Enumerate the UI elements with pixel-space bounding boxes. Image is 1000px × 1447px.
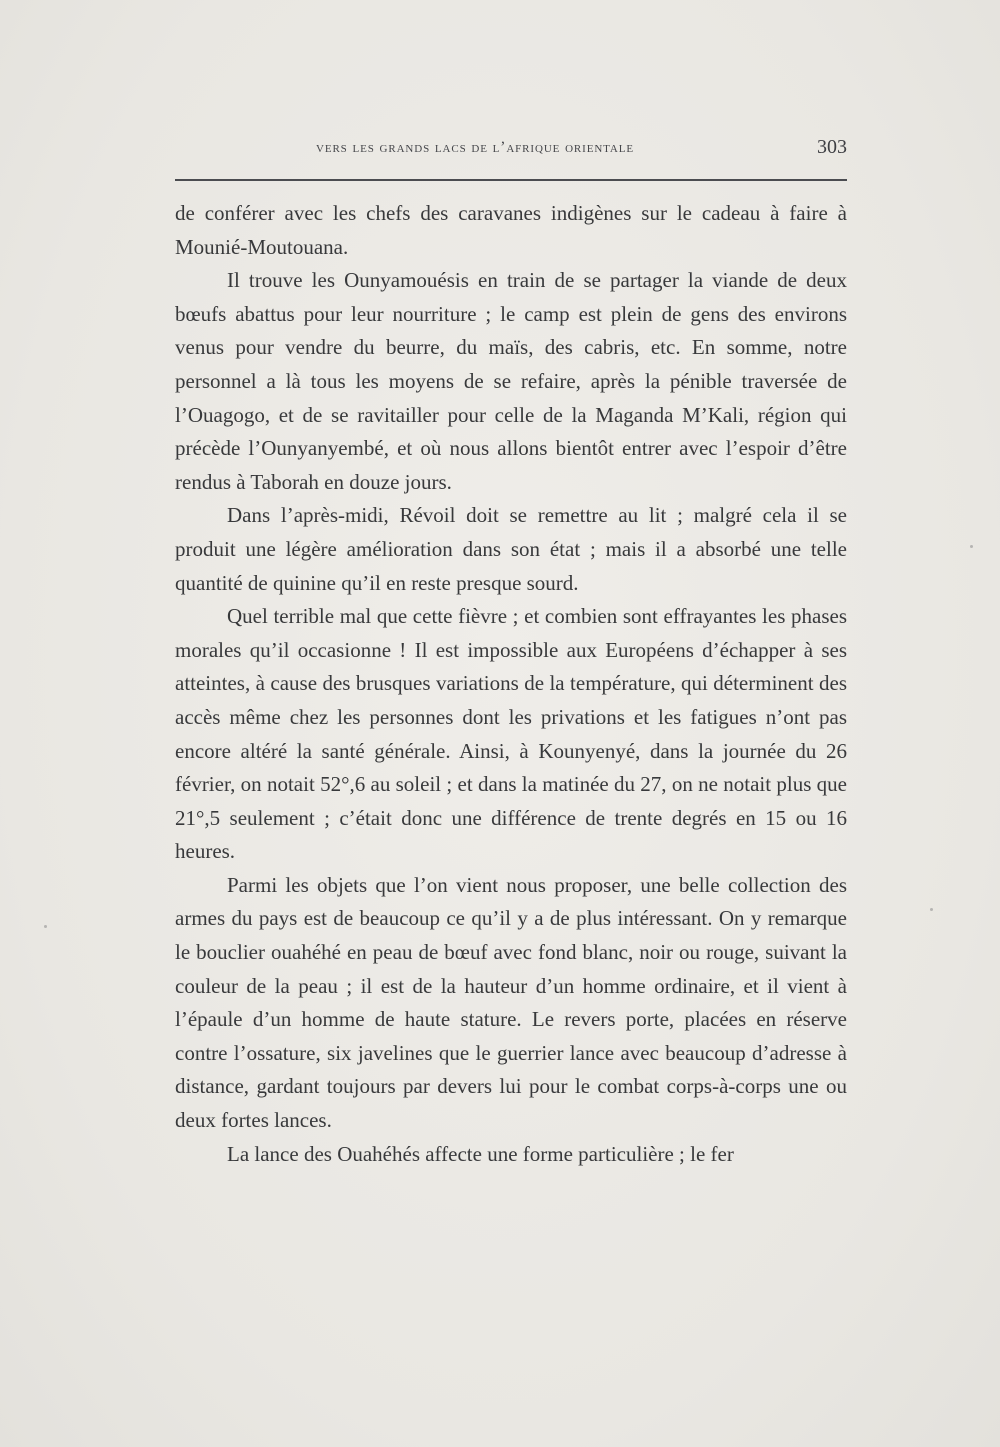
paper-speck bbox=[930, 908, 933, 911]
paper-speck bbox=[44, 925, 47, 928]
paper-speck bbox=[970, 545, 973, 548]
paragraph-2: Il trouve les Ounyamouésis en train de se partager la viande de deux bœufs abattus pour leur nourriture ; le camp est plein de gens des environs venus pour vendre du beurre, du maïs, des cabris, etc. En somme, notre personnel a là tous les moyens de se refaire, après la pénible traversée de l’Ouagogo, et de se ravitailler pour celle de la Maganda M’Kali, région qui précède l’Ounyanyembé, et où nous allons bientôt entrer avec l’espoir d’être rendus à Taborah en douze jours. bbox=[175, 268, 847, 494]
paragraph-3: Dans l’après-midi, Révoil doit se remettre au lit ; malgré cela il se produit une légère amélioration dans son état ; mais il a absorbé une telle quantité de quinine qu’il en reste presque sourd. bbox=[175, 503, 847, 595]
header-rule bbox=[175, 179, 847, 181]
paragraph-6: La lance des Ouahéhés affecte une forme particulière ; le fer bbox=[227, 1141, 734, 1166]
running-title: vers les grands lacs de l’afrique orientale bbox=[315, 139, 634, 156]
page-number: 303 bbox=[817, 136, 847, 158]
paragraph-4: Quel terrible mal que cette fièvre ; et combien sont effrayantes les phases morales qu’il occasionne ! Il est impossible aux Européens d’échapper à ses atteintes, à cause des brusques variations de la température, qui déterminent des accès même chez les personnes dont les privations et les fatigues n’ont pas encore altéré la santé générale. Ainsi, à Kounyenyé, dans la journée du 26 février, on notait 52°,6 au soleil ; et dans la matinée du 27, on ne notait plus que 21°,5 seulement ; c’était donc une différence de trente degrés en 15 ou 16 heures. bbox=[175, 604, 847, 864]
body-text bbox=[175, 197, 847, 1171]
paragraph-1: de conférer avec les chefs des caravanes indigènes sur le cadeau à faire à Mounié-Moutouana. bbox=[175, 201, 847, 259]
paragraph-5: Parmi les objets que l’on vient nous proposer, une belle collection des armes du pays est de beaucoup ce qu’il y a de plus intéressant. On y remarque le bouclier ouahéhé en peau de bœuf avec fond blanc, noir ou rouge, suivant la couleur de la peau ; il est de la hauteur d’un homme ordinaire, et il vient à l’épaule d’un homme de haute stature. Le revers porte, placées en réserve contre l’ossature, six javelines que le guerrier lance avec beaucoup d’adresse à distance, gardant toujours par devers lui pour le combat corps-à-corps une ou deux fortes lances. bbox=[175, 872, 847, 1133]
running-head bbox=[175, 136, 847, 166]
